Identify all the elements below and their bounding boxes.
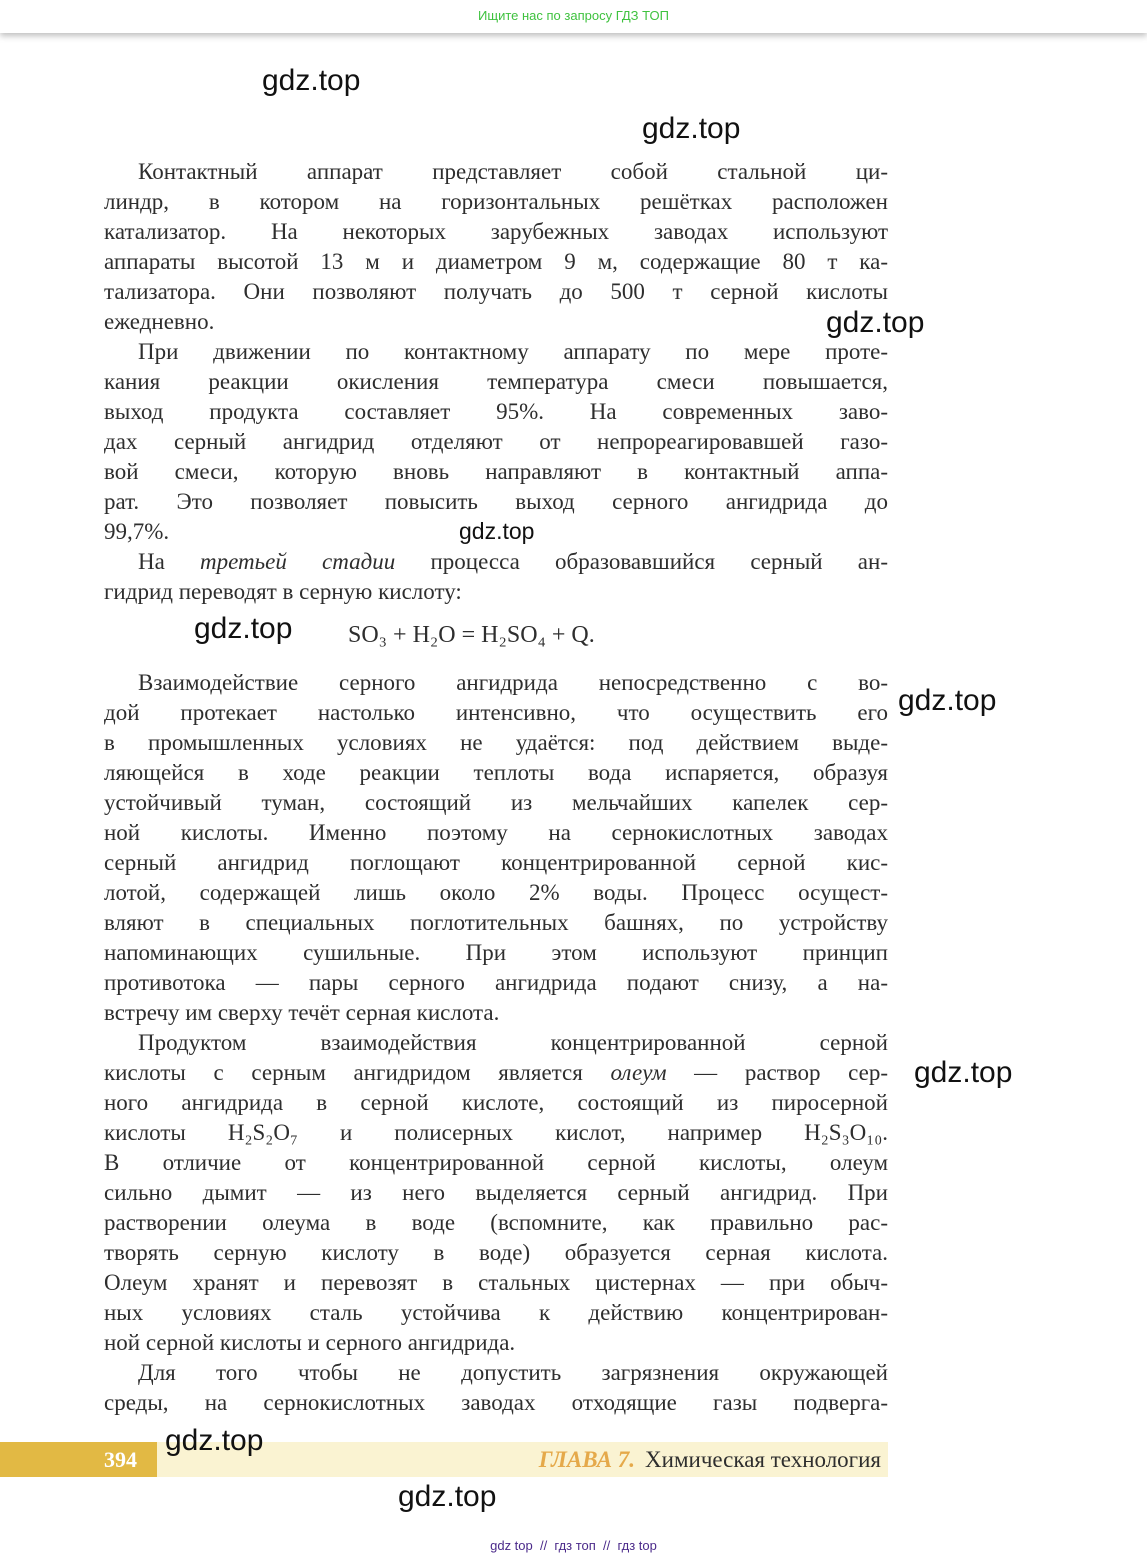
page-number: 394 [0,1442,157,1477]
watermark: gdz.top [165,1424,264,1457]
text-segment: линдр, в котором на горизонтальных решётках расположен [104,189,888,214]
text-segment: ежедневно. [104,309,215,334]
text-line [104,668,888,698]
text-segment: При движении по контактному аппарату по мере проте- [138,339,888,364]
text-line [104,878,888,908]
text-line [104,547,888,577]
text-segment: кания реакции окисления температура смеси повышается, [104,369,888,394]
text-segment: среды, на сернокислотных заводах отходящие газы подверга- [104,1390,888,1415]
text-segment: кислоты H₂S₂O₇ и полисерных кислот, например H₂S₃O₁₀. [104,1120,888,1145]
text-line [104,968,888,998]
text-segment: сильно дымит — из него выделяется серный ангидрид. При [104,1180,888,1205]
text-line [104,938,888,968]
text-segment: Олеум хранят и перевозят в стальных цистернах — при обыч- [104,1270,888,1295]
text-line [104,337,888,367]
search-banner [0,0,1147,33]
text-line [104,1118,888,1148]
watermark: gdz.top [398,1480,497,1513]
chapter-title: Химическая технология [645,1447,881,1472]
text-line [104,457,888,487]
text-line [104,1238,888,1268]
bottom-links[interactable]: gdz top // гдз топ // гдз top [490,1538,657,1553]
text-segment: тализатора. Они позволяют получать до 500 т серной кислоты [104,279,888,304]
watermark: gdz.top [262,64,361,97]
text-block-2 [104,668,888,1418]
italic-term: третьей стадии [200,549,396,574]
text-line [104,1388,888,1418]
text-segment: ных условиях сталь устойчива к действию концентрирован- [104,1300,888,1325]
text-line [104,217,888,247]
text-segment: в промышленных условиях не удаётся: под действием выде- [104,730,888,755]
text-line [104,908,888,938]
text-line [104,1088,888,1118]
text-segment: серный ангидрид поглощают концентрированной серной кис- [104,850,888,875]
text-segment: Продуктом взаимодействия концентрированной серной [138,1030,888,1055]
text-line [104,157,888,187]
text-line [104,1058,888,1088]
text-segment: ляющейся в ходе реакции теплоты вода испаряется, образуя [104,760,888,785]
italic-term: олеум [610,1060,667,1085]
text-segment: Взаимодействие серного ангидрида непосредственно с во- [138,670,888,695]
text-segment: вляют в специальных поглотительных башнях, по устройству [104,910,888,935]
text-segment: кислоты с серным ангидридом является [104,1060,611,1085]
text-line [104,367,888,397]
text-segment: рат. Это позволяет повысить выход серного ангидрида до [104,489,888,514]
watermark: gdz.top [914,1056,1013,1089]
text-segment: ного ангидрида в серной кислоте, состоящий из пиросерной [104,1090,888,1115]
text-segment: лотой, содержащей лишь около 2% воды. Процесс осущест- [104,880,888,905]
text-segment: аппараты высотой 13 м и диаметром 9 м, содержащие 80 т ка- [104,249,888,274]
text-segment: выход продукта составляет 95%. На современных заво- [104,399,888,424]
text-segment: растворении олеума в воде (вспомните, как правильно рас- [104,1210,888,1235]
text-segment: дой протекает настолько интенсивно, что осуществить его [104,700,888,725]
text-line [104,698,888,728]
text-segment: гидрид переводят в серную кислоту: [104,579,462,604]
text-line [104,1328,888,1358]
text-segment: В отличие от концентрированной серной кислоты, олеум [104,1150,888,1175]
text-line [104,818,888,848]
text-line [104,1148,888,1178]
text-line [104,247,888,277]
text-line [104,998,888,1028]
text-segment: дах серный ангидрид отделяют от непрореагировавшей газо- [104,429,888,454]
text-line [104,1208,888,1238]
text-line [104,728,888,758]
watermark: gdz.top [194,612,293,645]
text-segment: На [138,549,201,574]
text-segment: напоминающих сушильные. При этом используют принцип [104,940,888,965]
text-line [104,487,888,517]
text-segment: устойчивый туман, состоящий из мельчайших капелек сер- [104,790,888,815]
text-line [104,1178,888,1208]
text-segment: 99,7%. [104,519,170,544]
watermark: gdz.top [826,306,925,339]
text-segment: Для того чтобы не допустить загрязнения окружающей [138,1360,888,1385]
text-segment: вой смеси, которую вновь направляют в контактный аппа- [104,459,888,484]
text-segment: катализатор. На некоторых зарубежных заводах используют [104,219,888,244]
text-line [104,1268,888,1298]
text-line [104,397,888,427]
text-line [104,758,888,788]
text-line [104,187,888,217]
text-line [104,1298,888,1328]
text-line [104,1028,888,1058]
banner-text: Ищите нас по запросу ГДЗ ТОП [478,8,669,23]
text-segment: Контактный аппарат представляет собой стальной ци- [138,159,888,184]
text-line [104,307,888,337]
text-line [104,788,888,818]
text-segment: ной кислоты. Именно поэтому на сернокислотных заводах [104,820,888,845]
text-segment: процесса образовавшийся серный ан- [395,549,888,574]
text-segment: ной серной кислоты и серного ангидрида. [104,1330,516,1355]
text-segment: творять серную кислоту в воде) образуется серная кислота. [104,1240,888,1265]
chapter-label: ГЛАВА 7. [538,1447,636,1472]
text-line [104,577,888,607]
watermark: gdz.top [642,112,741,145]
text-line [104,427,888,457]
text-segment: — раствор сер- [666,1060,889,1085]
watermark: gdz.top [898,684,997,717]
chemical-equation: SO₃ + H₂O = H₂SO₄ + Q. [348,622,595,648]
text-segment: противотока — пары серного ангидрида подают снизу, а на- [104,970,888,995]
text-segment: встречу им сверху течёт серная кислота. [104,1000,500,1025]
watermark: gdz.top [459,518,535,544]
text-line [104,848,888,878]
running-footer [539,1442,881,1477]
text-line [104,277,888,307]
text-line [104,1358,888,1388]
